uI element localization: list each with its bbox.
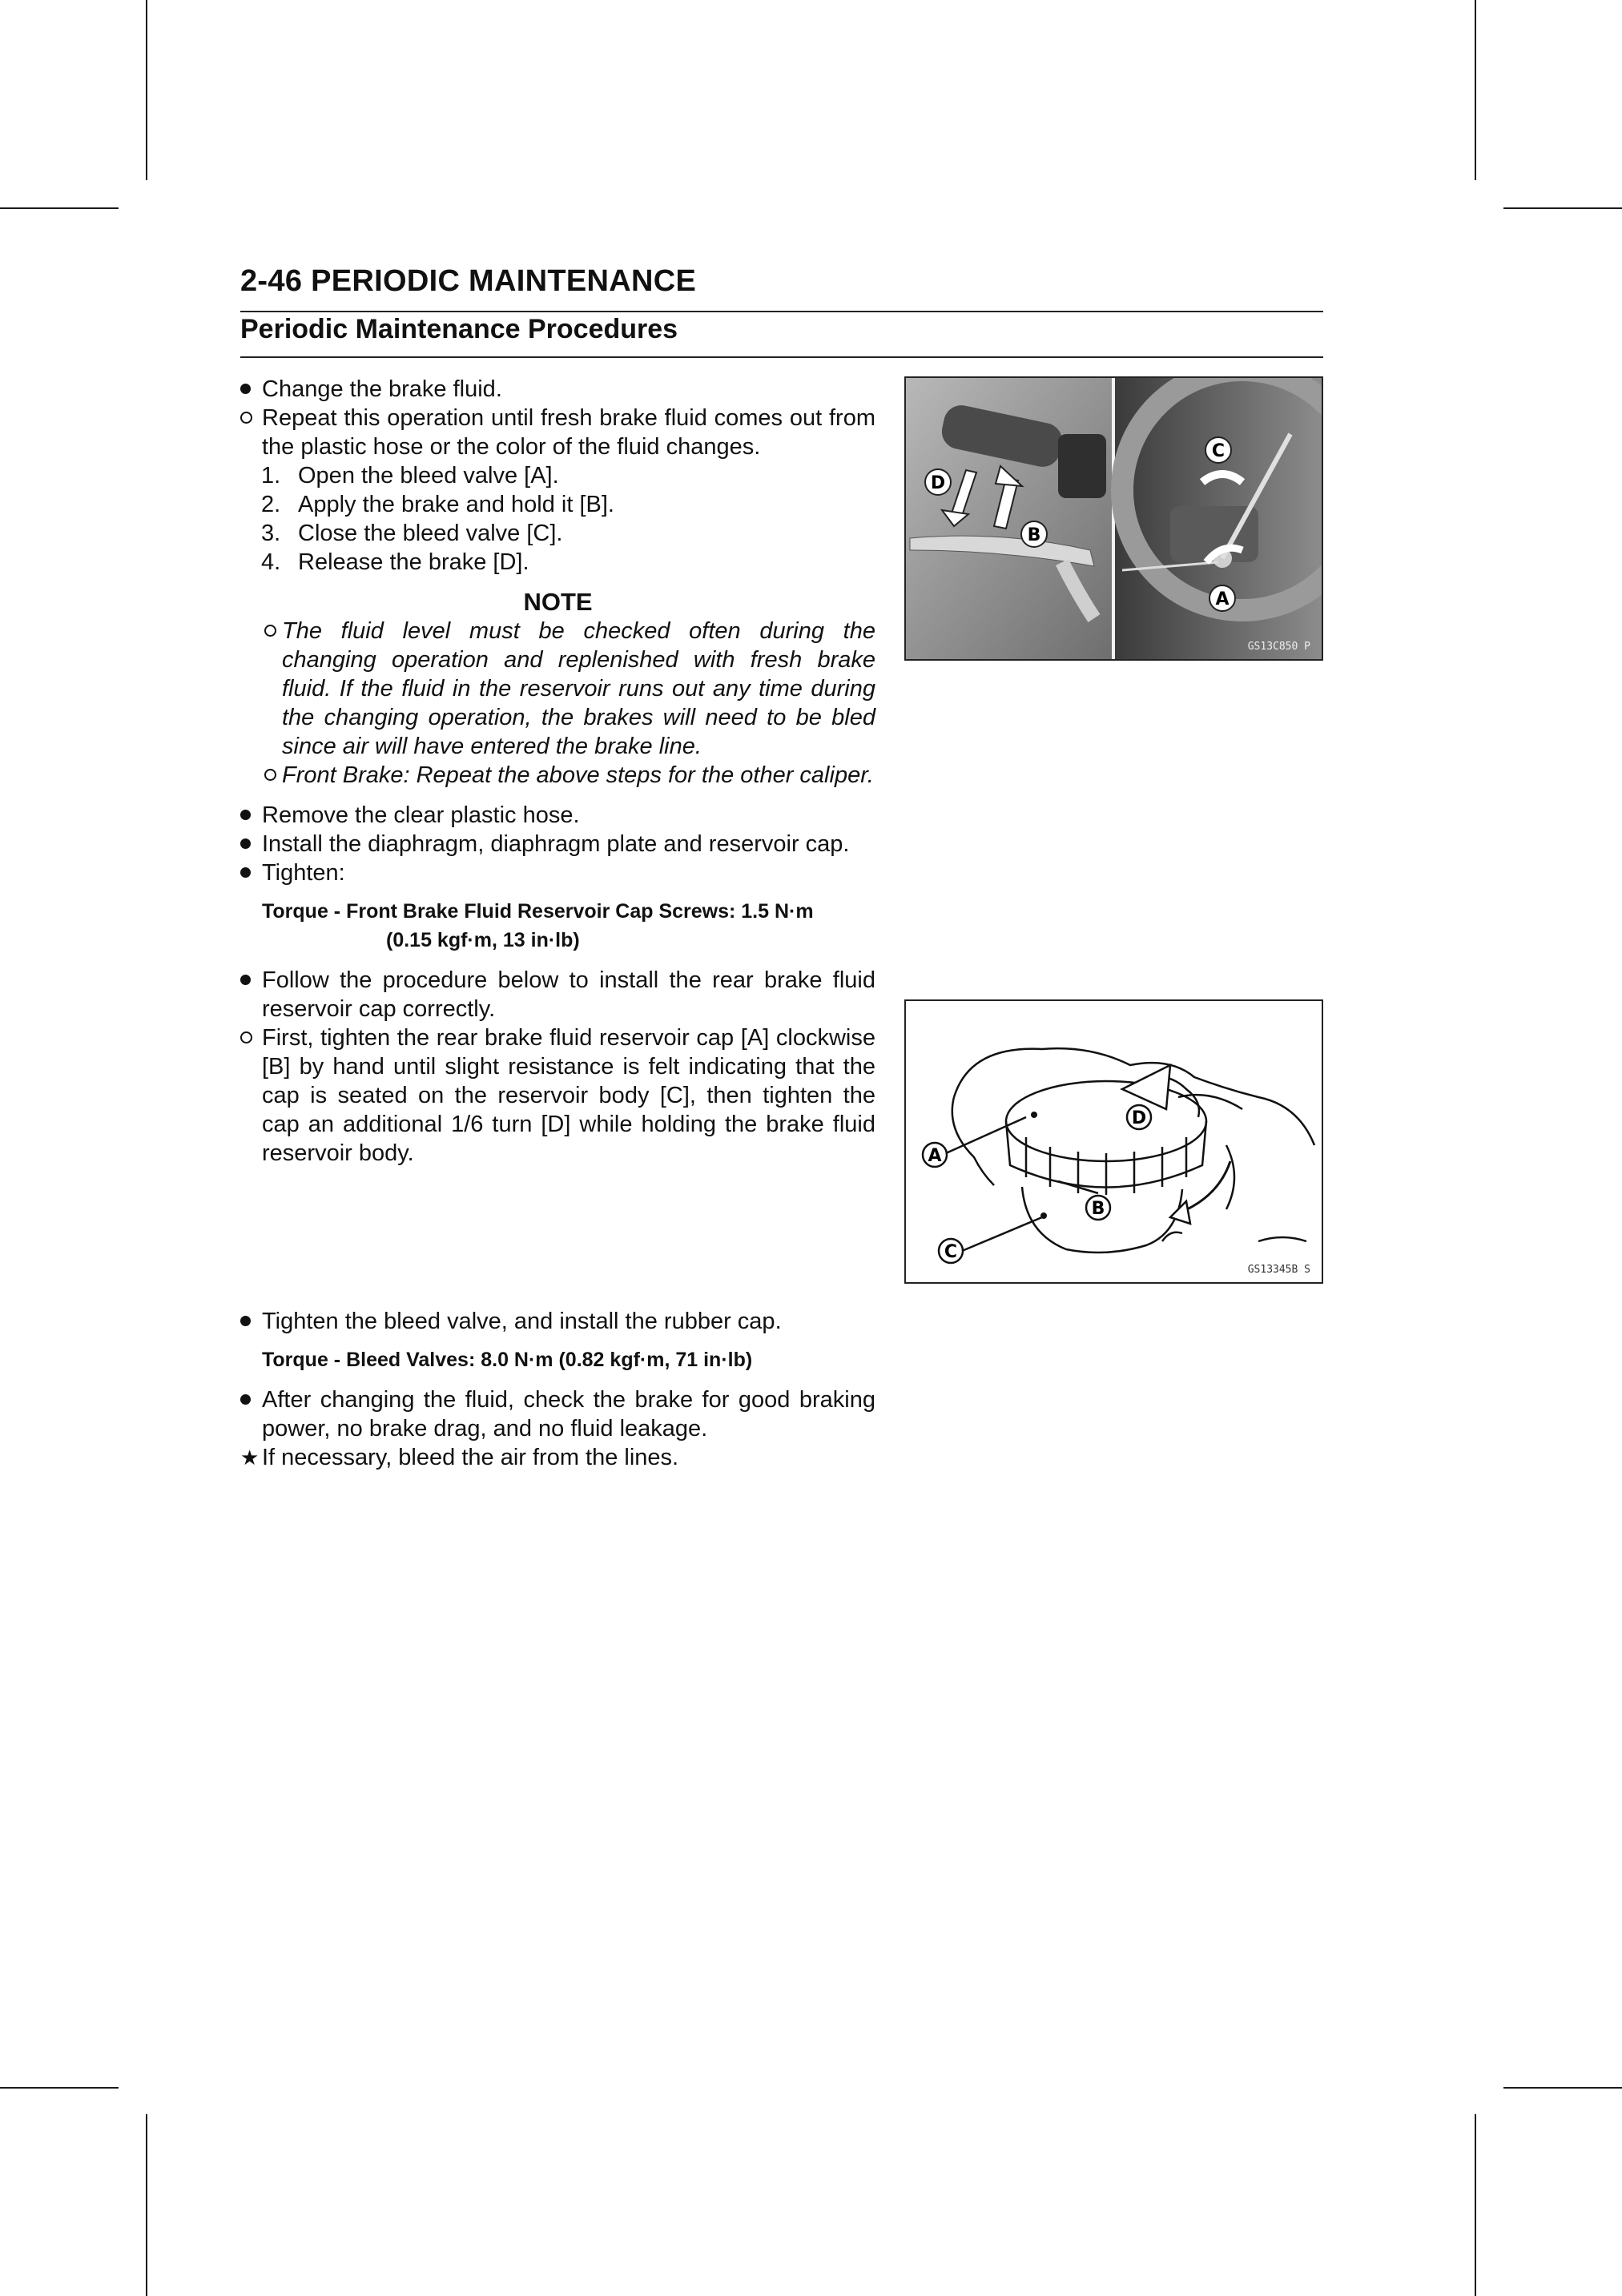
bullet-icon: [240, 975, 251, 985]
bullet-icon: [240, 838, 251, 849]
bullet-item: Remove the clear plastic hose.: [240, 801, 875, 830]
crop-mark: [146, 0, 147, 180]
step-item: 4. Release the brake [D].: [261, 549, 529, 575]
crop-mark: [0, 207, 119, 209]
main-text: [240, 375, 875, 1168]
circle-bullet-icon: [240, 1031, 252, 1043]
bullet-icon: [240, 1316, 251, 1326]
torque-spec: Torque - Bleed Valves: 8.0 N·m (0.82 kgf·m, 71 in·lb): [262, 1349, 753, 1371]
callout-d: D: [1131, 1108, 1147, 1128]
crop-mark: [1475, 0, 1476, 180]
step-item: 2. Apply the brake and hold it [B].: [261, 492, 614, 517]
note-heading: NOTE: [523, 588, 593, 616]
header-rule: [240, 311, 1323, 312]
reservoir-cap-drawing-image: [906, 1001, 1322, 1282]
crop-mark: [1503, 2087, 1622, 2089]
bullet-icon: [240, 810, 251, 820]
sub-text: Repeat this operation until fresh brake fluid comes out from the plastic hose or the color of the fluid changes.: [262, 405, 875, 460]
bullet-item: After changing the fluid, check the brake for good braking power, no brake drag, and no fluid leakage.: [240, 1385, 875, 1443]
page-title: 2-46 PERIODIC MAINTENANCE: [240, 264, 697, 298]
circle-bullet-icon: [264, 625, 276, 637]
torque-spec: Torque - Front Brake Fluid Reservoir Cap Screws: 1.5 N·m (0.15 kgf·m, 13 in·lb): [262, 900, 814, 951]
bullet-icon: [240, 384, 251, 394]
brake-bleeding-photo: [904, 376, 1323, 661]
section-rule: [240, 356, 1323, 358]
circle-bullet-icon: [264, 769, 276, 781]
bullet-text: Change the brake fluid.: [262, 376, 502, 402]
bullet-item: Tighten:: [240, 858, 875, 887]
note-item: Front Brake: Repeat the above steps for the other caliper.: [240, 761, 875, 790]
crop-mark: [146, 2114, 147, 2296]
crop-mark: [1475, 2114, 1476, 2296]
section-title: Periodic Maintenance Procedures: [240, 314, 678, 344]
star-icon: ★: [240, 1446, 260, 1470]
callout-a: A: [1215, 589, 1230, 609]
sub-item: [240, 404, 875, 461]
step-item: 3. Close the bleed valve [C].: [261, 521, 563, 546]
callout-c: C: [1211, 441, 1226, 461]
bullet-item: Tighten the bleed valve, and install the rubber cap.: [240, 1307, 875, 1336]
callout-d: D: [930, 473, 946, 493]
bullet-icon: [240, 867, 251, 878]
bullet-icon: [240, 1394, 251, 1405]
bullet-item: Install the diaphragm, diaphragm plate and reservoir cap.: [240, 830, 875, 858]
note-star-item: ★ If necessary, bleed the air from the lines.: [240, 1445, 679, 1470]
reservoir-cap-drawing: [904, 999, 1323, 1284]
figure-code: GS13345B S: [1247, 1264, 1310, 1276]
callout-a: A: [928, 1146, 942, 1166]
bullet-item: [240, 375, 875, 404]
main-text-lower: [240, 1307, 875, 1472]
figure-code: GS13C850 P: [1247, 641, 1310, 653]
callout-c: C: [944, 1242, 958, 1262]
callout-b: B: [1027, 525, 1041, 545]
sub-item: First, tighten the rear brake fluid reservoir cap [A] clockwise [B] by hand until slight resistance is felt indicating that the cap is seated on the reservoir body [C], then tighten the cap an additional 1/6 turn [D] while holding the brake fluid reservoir body.: [240, 1023, 875, 1168]
circle-bullet-icon: [240, 412, 252, 424]
bullet-item: Follow the procedure below to install the rear brake fluid reservoir cap correctly.: [240, 966, 875, 1023]
note-item: The fluid level must be checked often during the changing operation and replenished with fresh brake fluid. If the fluid in the reservoir runs out any time during the changing operation, the brakes will need to be bled since air will have entered the brake line.: [240, 617, 875, 761]
crop-mark: [1503, 207, 1622, 209]
brake-bleeding-photo-image: [906, 378, 1322, 659]
step-item: 1. Open the bleed valve [A].: [261, 463, 559, 489]
crop-mark: [0, 2087, 119, 2089]
callout-b: B: [1091, 1199, 1105, 1219]
